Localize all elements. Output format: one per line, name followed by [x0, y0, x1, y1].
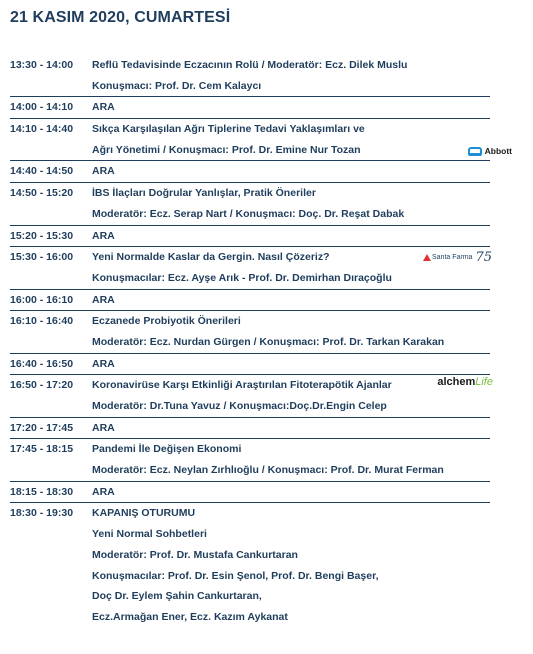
session-title: ARA	[92, 293, 115, 306]
session-line	[10, 418, 490, 439]
session-row	[10, 119, 512, 161]
session-line	[10, 566, 490, 587]
session-time: 14:00 - 14:10	[10, 101, 74, 114]
session-detail: Doç Dr. Eylem Şahin Cankurtaran,	[92, 590, 262, 603]
session-detail: Yeni Normal Sohbetleri	[92, 528, 207, 541]
session-line	[10, 482, 490, 503]
session-detail: Moderatör: Prof. Dr. Mustafa Cankurtaran	[92, 548, 298, 561]
session-detail: Konuşmacılar: Ecz. Ayşe Arık - Prof. Dr. Demirhan Dıraçoğlu	[92, 271, 392, 284]
session-title: Sıkça Karşılaşılan Ağrı Tiplerine Tedavi Yaklaşımları ve	[92, 123, 365, 136]
abbott-logo	[468, 146, 512, 156]
session-line	[10, 140, 490, 161]
session-time: 17:20 - 17:45	[10, 421, 74, 434]
session-time: 18:30 - 19:30	[10, 507, 74, 520]
session-row	[10, 290, 490, 312]
session-row	[10, 311, 490, 353]
session-time: 16:40 - 16:50	[10, 357, 74, 370]
session-line	[10, 290, 490, 311]
session-detail: Moderatör: Ecz. Neylan Zırhlıoğlu / Konuşmacı: Prof. Dr. Murat Ferman	[92, 464, 444, 477]
session-title: İBS İlaçları Doğrular Yanlışlar, Pratik Öneriler	[92, 187, 316, 200]
session-row	[10, 482, 490, 504]
santa-farma-logo	[422, 250, 492, 265]
session-line	[10, 161, 490, 182]
session-line	[10, 524, 490, 545]
session-line	[10, 226, 490, 247]
session-title: ARA	[92, 421, 115, 434]
session-title: Pandemi İle Değişen Ekonomi	[92, 443, 242, 456]
session-title: Reflü Tedavisinde Eczacının Rolü / Moderatör: Ecz. Dilek Muslu	[92, 59, 408, 71]
santa-farma-name: Santa Farma	[431, 254, 473, 262]
alchem-life-logo	[437, 376, 493, 388]
session-title: ARA	[92, 485, 115, 498]
session-row	[10, 503, 490, 627]
session-row	[10, 55, 490, 97]
session-title: ARA	[92, 165, 115, 178]
session-line	[10, 268, 490, 289]
session-time: 16:00 - 16:10	[10, 293, 74, 306]
abbott-text: Abbott	[484, 146, 512, 157]
session-line	[10, 354, 490, 375]
session-time: 14:40 - 14:50	[10, 165, 74, 178]
session-title: Koronavirüse Karşı Etkinliği Araştırılan Fitoterapötik Ajanlar	[92, 379, 392, 392]
session-title: ARA	[92, 357, 115, 370]
session-row	[10, 226, 490, 248]
santa-farma-75: 75	[475, 250, 492, 266]
session-line	[10, 247, 490, 268]
session-line	[10, 396, 490, 417]
session-row	[10, 247, 490, 289]
session-line	[10, 375, 490, 396]
session-time: 17:45 - 18:15	[10, 443, 74, 456]
session-time: 14:50 - 15:20	[10, 187, 74, 200]
session-row	[10, 418, 490, 440]
session-line	[10, 76, 490, 97]
session-line	[10, 545, 490, 566]
session-time: 15:30 - 16:00	[10, 251, 74, 264]
page-title: 21 KASIM 2020, CUMARTESİ	[10, 9, 231, 26]
session-row	[10, 183, 490, 225]
session-detail: Moderatör: Ecz. Serap Nart / Konuşmacı: Doç. Dr. Reşat Dabak	[92, 207, 405, 220]
session-row	[10, 354, 490, 376]
session-title: KAPANIŞ OTURUMU	[92, 507, 196, 520]
session-detail: Moderatör: Dr.Tuna Yavuz / Konuşmacı:Doç.Dr.Engin Celep	[92, 400, 387, 412]
session-time: 14:10 - 14:40	[10, 123, 74, 136]
life-text: Life	[475, 376, 493, 389]
session-line	[10, 97, 490, 118]
session-detail: Moderatör: Ecz. Nurdan Gürgen / Konuşmacı: Prof. Dr. Tarkan Karakan	[92, 335, 445, 348]
session-row	[10, 161, 490, 183]
santa-farma-mark-icon	[423, 254, 431, 261]
session-line	[10, 460, 490, 481]
session-line	[10, 332, 490, 353]
session-line	[10, 204, 490, 225]
session-title: ARA	[92, 229, 115, 242]
session-time: 16:10 - 16:40	[10, 315, 74, 328]
session-detail: Ecz.Armağan Ener, Ecz. Kazım Aykanat	[92, 610, 288, 623]
session-title: ARA	[92, 101, 115, 114]
session-row	[10, 375, 493, 417]
session-time: 18:15 - 18:30	[10, 485, 74, 498]
alchem-text: alchem	[437, 376, 476, 389]
session-title: Eczanede Probiyotik Önerileri	[92, 315, 241, 328]
session-time: 16:50 - 17:20	[10, 379, 74, 392]
session-detail: Konuşmacı: Prof. Dr. Cem Kalaycı	[92, 79, 262, 92]
session-line	[10, 607, 490, 628]
session-line	[10, 55, 490, 76]
session-detail: Konuşmacılar: Prof. Dr. Esin Şenol, Prof. Dr. Bengi Başer,	[92, 569, 379, 582]
session-time: 13:30 - 14:00	[10, 59, 74, 71]
session-time: 15:20 - 15:30	[10, 229, 74, 242]
program-schedule	[10, 55, 512, 628]
abbott-mark-icon	[468, 147, 482, 156]
session-row	[10, 97, 490, 119]
session-line	[10, 503, 490, 524]
session-line	[10, 183, 490, 204]
session-title: Yeni Normalde Kaslar da Gergin. Nasıl Çözeriz?	[92, 251, 330, 264]
session-line	[10, 439, 490, 460]
session-line	[10, 311, 490, 332]
session-line	[10, 119, 490, 140]
session-line	[10, 586, 490, 607]
session-detail: Ağrı Yönetimi / Konuşmacı: Prof. Dr. Emine Nur Tozan	[92, 143, 361, 156]
session-row	[10, 439, 490, 481]
